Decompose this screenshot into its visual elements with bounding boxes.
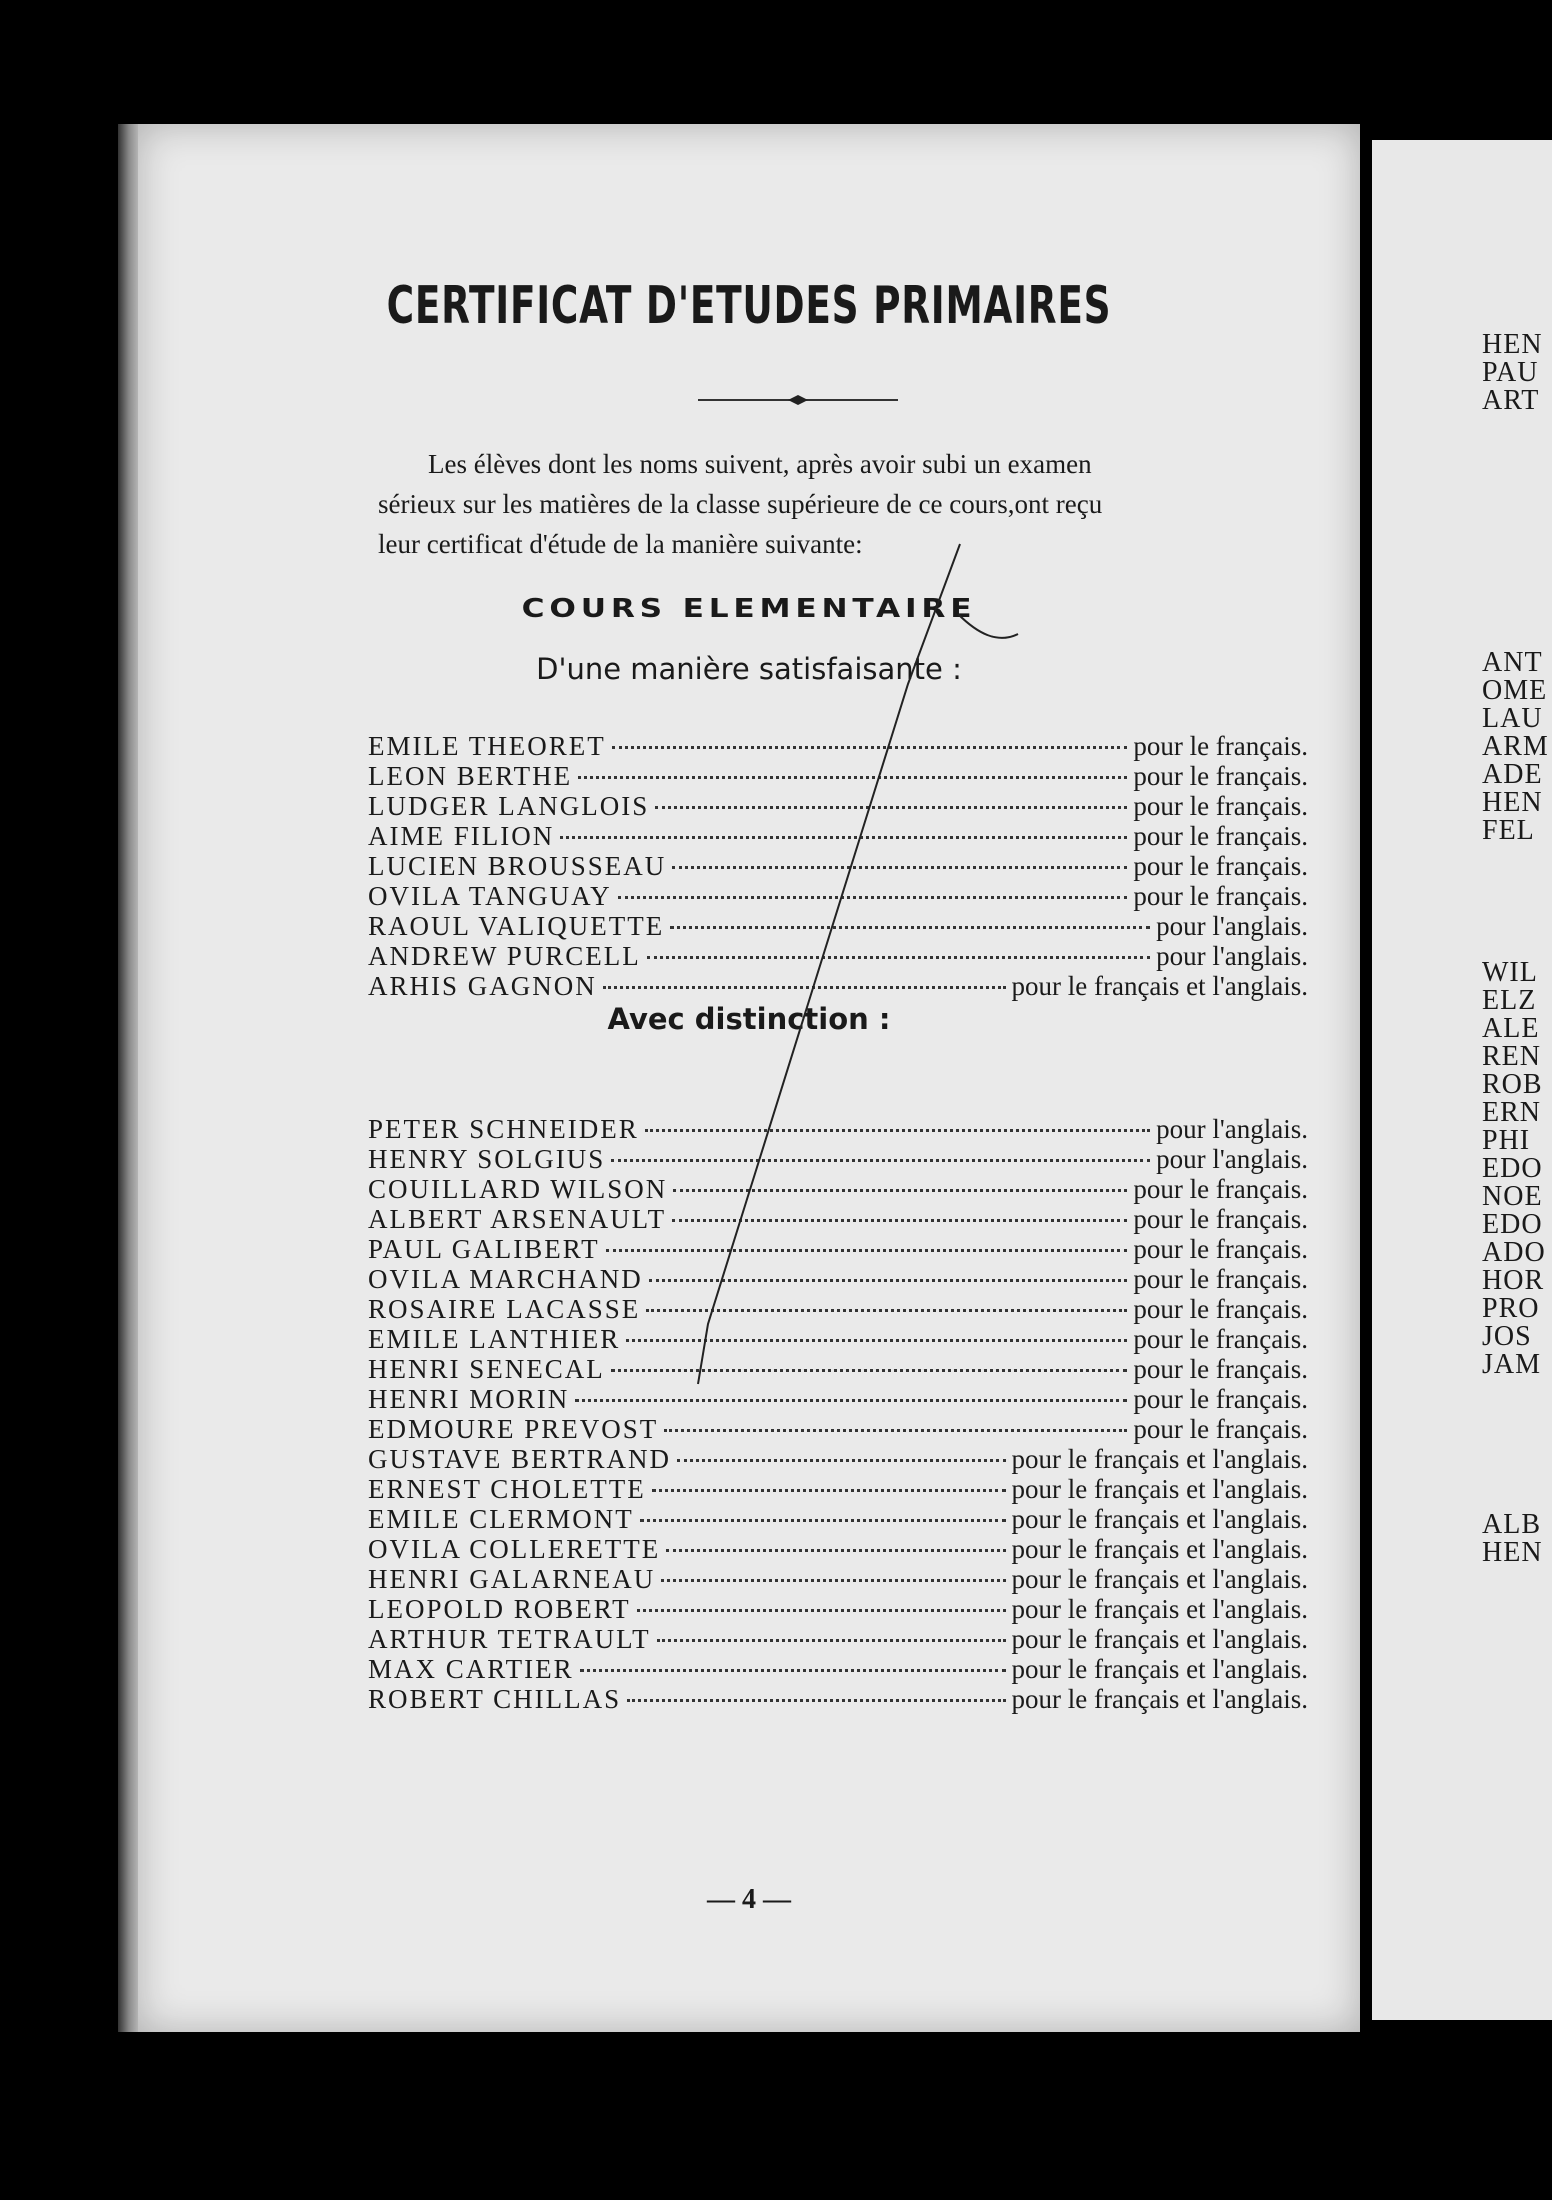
document-page [138, 124, 1360, 2032]
list-row [368, 1684, 1308, 1714]
subject-label: pour l'anglais. [1156, 1144, 1308, 1174]
facing-page-text: HEN [1482, 787, 1543, 818]
student-name: HENRI SENECAL [368, 1354, 605, 1384]
list-row [368, 1174, 1308, 1204]
student-name: RAOUL VALIQUETTE [368, 911, 665, 941]
dot-leader [640, 1519, 1006, 1522]
student-name: PAUL GALIBERT [368, 1234, 600, 1264]
student-name: ARTHUR TETRAULT [368, 1624, 651, 1654]
student-name: PETER SCHNEIDER [368, 1114, 639, 1144]
dot-leader [611, 1369, 1128, 1372]
subject-label: pour le français. [1133, 1204, 1308, 1234]
subject-label: pour le français. [1133, 761, 1308, 791]
list-row [368, 731, 1308, 761]
facing-page-text: PRO [1482, 1293, 1540, 1324]
list-row [368, 1594, 1308, 1624]
facing-page-text: EDO [1482, 1153, 1543, 1184]
dot-leader [647, 956, 1150, 959]
dot-leader [627, 1699, 1005, 1702]
dot-leader [578, 776, 1127, 779]
subject-label: pour l'anglais. [1156, 1114, 1308, 1144]
subject-label: pour le français. [1133, 821, 1308, 851]
facing-page-text: ADO [1482, 1237, 1546, 1268]
list-row [368, 1234, 1308, 1264]
subject-label: pour le français et l'anglais. [1011, 1654, 1308, 1684]
list-row [368, 1144, 1308, 1174]
list-row [368, 881, 1308, 911]
dot-leader [645, 1129, 1150, 1132]
list-row [368, 1384, 1308, 1414]
student-name: OVILA MARCHAND [368, 1264, 643, 1294]
subject-label: pour le français. [1133, 791, 1308, 821]
facing-page-text: ART [1482, 385, 1540, 416]
facing-page-text: FEL [1482, 815, 1535, 846]
dot-leader [560, 836, 1127, 839]
facing-page-text: ANT [1482, 647, 1543, 678]
subject-label: pour le français. [1133, 1384, 1308, 1414]
subject-label: pour le français. [1133, 731, 1308, 761]
student-name: COUILLARD WILSON [368, 1174, 668, 1204]
student-name: EMILE CLERMONT [368, 1504, 634, 1534]
student-name: HENRY SOLGIUS [368, 1144, 606, 1174]
facing-page-text: WIL [1482, 957, 1538, 988]
student-name: HENRI GALARNEAU [368, 1564, 656, 1594]
list-row [368, 911, 1308, 941]
facing-page-text: NOE [1482, 1181, 1543, 1212]
subject-label: pour le français. [1133, 851, 1308, 881]
dot-leader [666, 1549, 1005, 1552]
list-row [368, 1654, 1308, 1684]
list-row [368, 1414, 1308, 1444]
list-row [368, 1564, 1308, 1594]
student-name: ROBERT CHILLAS [368, 1684, 622, 1714]
subject-label: pour le français et l'anglais. [1011, 1474, 1308, 1504]
subject-label: pour le français et l'anglais. [1011, 1534, 1308, 1564]
list-row [368, 791, 1308, 821]
subject-label: pour le français et l'anglais. [1011, 1444, 1308, 1474]
list-row [368, 1444, 1308, 1474]
dot-leader [661, 1579, 1005, 1582]
facing-page-text: ADE [1482, 759, 1543, 790]
dot-leader [606, 1249, 1128, 1252]
distinction-list [368, 1114, 1308, 1714]
dot-leader [611, 1159, 1150, 1162]
list-row [368, 971, 1308, 1001]
subject-label: pour le français. [1133, 1294, 1308, 1324]
list-row [368, 1534, 1308, 1564]
dot-leader [618, 896, 1128, 899]
list-row [368, 1624, 1308, 1654]
intro-line: leur certificat d'étude de la manière suivante: [378, 529, 863, 559]
list-row [368, 761, 1308, 791]
student-name: OVILA COLLERETTE [368, 1534, 661, 1564]
facing-page-edge [1372, 140, 1552, 2020]
list-row [368, 1264, 1308, 1294]
student-name: AIME FILION [368, 821, 555, 851]
dot-leader [649, 1279, 1128, 1282]
subject-label: pour le français. [1133, 1174, 1308, 1204]
facing-page-text: ARM [1482, 731, 1549, 762]
student-name: ANDREW PURCELL [368, 941, 641, 971]
facing-page-text: ERN [1482, 1097, 1541, 1128]
student-name: LEON BERTHE [368, 761, 573, 791]
section-heading: COURS ELEMENTAIRE [521, 594, 977, 624]
dot-leader [575, 1399, 1127, 1402]
facing-page-text: HEN [1482, 1537, 1543, 1568]
subject-label: pour le français et l'anglais. [1011, 1624, 1308, 1654]
pen-stroke-mark [138, 124, 1360, 2032]
intro-paragraph [378, 444, 1248, 564]
facing-page-text: ALE [1482, 1013, 1540, 1044]
satisfactory-list [368, 731, 1308, 1001]
subject-label: pour le français. [1133, 1354, 1308, 1384]
dot-leader [664, 1429, 1127, 1432]
facing-page-text: OME [1482, 675, 1548, 706]
facing-page-text: ELZ [1482, 985, 1537, 1016]
student-name: GUSTAVE BERTRAND [368, 1444, 671, 1474]
subject-label: pour le français. [1133, 1264, 1308, 1294]
list-row [368, 851, 1308, 881]
student-name: ERNEST CHOLETTE [368, 1474, 646, 1504]
subject-label: pour le français. [1133, 1324, 1308, 1354]
student-name: LUDGER LANGLOIS [368, 791, 650, 821]
dot-leader [580, 1669, 1006, 1672]
page-number: — 4 — [707, 1884, 791, 1915]
student-name: ALBERT ARSENAULT [368, 1204, 667, 1234]
facing-page-text: LAU [1482, 703, 1543, 734]
intro-line: Les élèves dont les noms suivent, après avoir subi un examen [428, 449, 1092, 479]
student-name: LUCIEN BROUSSEAU [368, 851, 667, 881]
facing-page-text: HEN [1482, 329, 1543, 360]
student-name: EMILE LANTHIER [368, 1324, 621, 1354]
student-name: ARHIS GAGNON [368, 971, 597, 1001]
dot-leader [655, 806, 1127, 809]
list-row [368, 821, 1308, 851]
student-name: MAX CARTIER [368, 1654, 574, 1684]
facing-page-text: PHI [1482, 1125, 1531, 1156]
student-name: HENRI MORIN [368, 1384, 570, 1414]
subject-label: pour le français et l'anglais. [1011, 1564, 1308, 1594]
dot-leader [626, 1339, 1127, 1342]
facing-page-text: JOS [1482, 1321, 1532, 1352]
student-name: EDMOURE PREVOST [368, 1414, 659, 1444]
list-row [368, 1294, 1308, 1324]
intro-line: sérieux sur les matières de la classe supérieure de ce cours,ont reçu [378, 489, 1103, 519]
subject-label: pour le français et l'anglais. [1011, 1504, 1308, 1534]
facing-page-text: EDO [1482, 1209, 1543, 1240]
student-name: ROSAIRE LACASSE [368, 1294, 641, 1324]
dot-leader [637, 1609, 1006, 1612]
subject-label: pour le français. [1133, 1414, 1308, 1444]
page-title: CERTIFICAT D'ETUDES PRIMAIRES [386, 276, 1112, 336]
dot-leader [646, 1309, 1127, 1312]
facing-page-text: JAM [1482, 1349, 1542, 1380]
dot-leader [672, 1219, 1127, 1222]
dot-leader [673, 1189, 1127, 1192]
distinction-heading: Avec distinction : [607, 1002, 891, 1036]
list-row [368, 1504, 1308, 1534]
subject-label: pour le français et l'anglais. [1011, 971, 1308, 1001]
facing-page-text: REN [1482, 1041, 1541, 1072]
subject-label: pour le français et l'anglais. [1011, 1684, 1308, 1714]
ornament-divider [698, 390, 898, 410]
subject-label: pour le français. [1133, 1234, 1308, 1264]
list-row [368, 1324, 1308, 1354]
facing-page-text: ROB [1482, 1069, 1543, 1100]
dot-leader [652, 1489, 1006, 1492]
list-row [368, 1354, 1308, 1384]
list-row [368, 1474, 1308, 1504]
dot-leader [603, 986, 1006, 989]
facing-page-text: ALB [1482, 1509, 1541, 1540]
dot-leader [657, 1639, 1006, 1642]
facing-page-text: HOR [1482, 1265, 1545, 1296]
subject-label: pour le français. [1133, 881, 1308, 911]
book-binding-edge [118, 124, 140, 2032]
dot-leader [612, 746, 1128, 749]
subject-label: pour l'anglais. [1156, 941, 1308, 971]
student-name: LEOPOLD ROBERT [368, 1594, 631, 1624]
facing-page-text: PAU [1482, 357, 1539, 388]
list-row [368, 1114, 1308, 1144]
subject-label: pour l'anglais. [1156, 911, 1308, 941]
student-name: EMILE THEORET [368, 731, 606, 761]
list-row [368, 1204, 1308, 1234]
satisfactory-heading: D'une manière satisfaisante : [536, 652, 962, 686]
dot-leader [672, 866, 1127, 869]
list-row [368, 941, 1308, 971]
dot-leader [670, 926, 1150, 929]
subject-label: pour le français et l'anglais. [1011, 1594, 1308, 1624]
student-name: OVILA TANGUAY [368, 881, 612, 911]
dot-leader [677, 1459, 1006, 1462]
